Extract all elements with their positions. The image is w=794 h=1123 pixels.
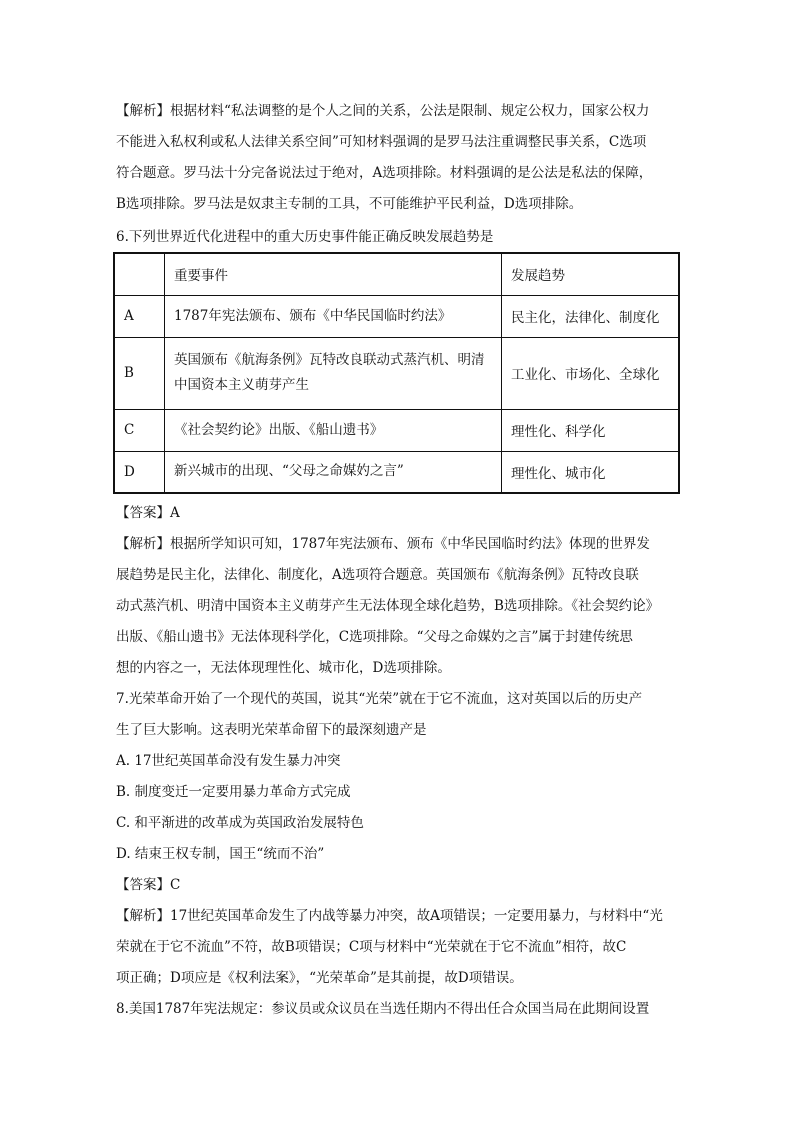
q5-analysis (116, 96, 682, 220)
row-event-line: 新兴城市的出现、“父母之命媒妁之言” (174, 463, 404, 480)
row-label: A (114, 295, 165, 337)
q8-stem: 8.美国1787年宪法规定：参议员或众议员在当选任期内不得出任合众国当局在此期间设置 (116, 1001, 650, 1017)
q6-analysis-line: 出版、《船山遗书》无法体现科学化，C选项排除。“父母之命媒妁之言”属于封建传统思 (116, 629, 633, 645)
row-label: B (114, 337, 165, 409)
q7-stem-line: 生了巨大影响。这表明光荣革命留下的最深刻遗产是 (116, 722, 427, 738)
row-trend: 工业化、市场化、全球化 (502, 337, 680, 409)
table-row-b (114, 337, 679, 409)
row-event-line: 1787年宪法颁布、颁布《中华民国临时约法》 (174, 307, 452, 324)
q5-analysis-line: 符合题意。罗马法十分完备说法过于绝对，A选项排除。材料强调的是公法是私法的保障， (116, 165, 653, 181)
header-cell-label (114, 253, 165, 295)
table-row-d (114, 451, 679, 493)
table-header-row (114, 253, 679, 295)
q7-stem-line: 7.光荣革命开始了一个现代的英国，说其“光荣”就在于它不流血，这对英国以后的历史产 (116, 691, 643, 707)
row-event (165, 409, 502, 451)
q7-option-d: D. 结束王权专制，国王“统而不治” (116, 846, 325, 862)
table-row-a (114, 295, 679, 337)
header-cell-trend: 发展趋势 (502, 253, 680, 295)
q5-analysis-line: 【解析】根据材料“私法调整的是个人之间的关系，公法是限制、规定公权力，国家公权力 (116, 103, 650, 119)
row-event-line: 《社会契约论》出版、《船山遗书》 (174, 421, 384, 438)
q6-answer: 【答案】A (116, 505, 180, 521)
row-trend: 理性化、科学化 (502, 409, 680, 451)
row-label: D (114, 451, 165, 493)
q5-analysis-line: B选项排除。罗马法是奴隶主专制的工具，不可能维护平民利益，D选项排除。 (116, 196, 583, 212)
q7-option-c: C. 和平渐进的改革成为英国政治发展特色 (116, 815, 364, 831)
q6-stem-text: 6.下列世界近代化进程中的重大历史事件能正确反映发展趋势是 (116, 229, 494, 245)
row-event (165, 451, 502, 493)
q7-analysis-line: 荣就在于它不流血”不符，故B项错误；C项与材料中“光荣就在于它不流血”相符，故C (116, 939, 627, 955)
q6-analysis-line: 想的内容之一，无法体现理性化、城市化，D选项排除。 (116, 660, 451, 676)
row-trend: 民主化，法律化、制度化 (502, 295, 680, 337)
table-row-c (114, 409, 679, 451)
q7-analysis-line: 项正确；D项应是《权利法案》，“光荣革命”是其前提，故D项错误。 (116, 970, 523, 986)
q7-answer: 【答案】C (116, 877, 181, 893)
q6-analysis-line: 【解析】根据所学知识可知，1787年宪法颁布、颁布《中华民国临时约法》体现的世界发 (116, 536, 650, 552)
row-label: C (114, 409, 165, 451)
q7-analysis-line: 【解析】17世纪英国革命发生了内战等暴力冲突，故A项错误；一定要用暴力，与材料中“光 (116, 908, 663, 924)
row-event (165, 337, 502, 409)
q6-analysis-line: 动式蒸汽机、明清中国资本主义萌芽产生无法体现全球化趋势，B选项排除。《社会契约论》 (116, 598, 660, 614)
q7-option-b: B. 制度变迁一定要用暴力革命方式完成 (116, 784, 351, 800)
row-event-line: 英国颁布《航海条例》瓦特改良联动式蒸汽机、明清 (174, 352, 485, 368)
row-trend: 理性化、城市化 (502, 451, 680, 493)
row-event-line: 中国资本主义萌芽产生 (174, 377, 309, 393)
header-cell-event: 重要事件 (165, 253, 502, 295)
q6-events-table (113, 252, 680, 494)
q7-option-a: A. 17世纪英国革命没有发生暴力冲突 (116, 753, 341, 769)
q6-stem (116, 222, 682, 253)
q5-analysis-line: 不能进入私权利或私人法律关系空间”可知材料强调的是罗马法注重调整民事关系，C选项 (116, 134, 647, 150)
q6-answer-analysis (116, 498, 682, 1025)
q6-analysis-line: 展趋势是民主化，法律化、制度化，A选项符合题意。英国颁布《航海条例》瓦特改良联 (116, 567, 639, 583)
row-event (165, 295, 502, 337)
